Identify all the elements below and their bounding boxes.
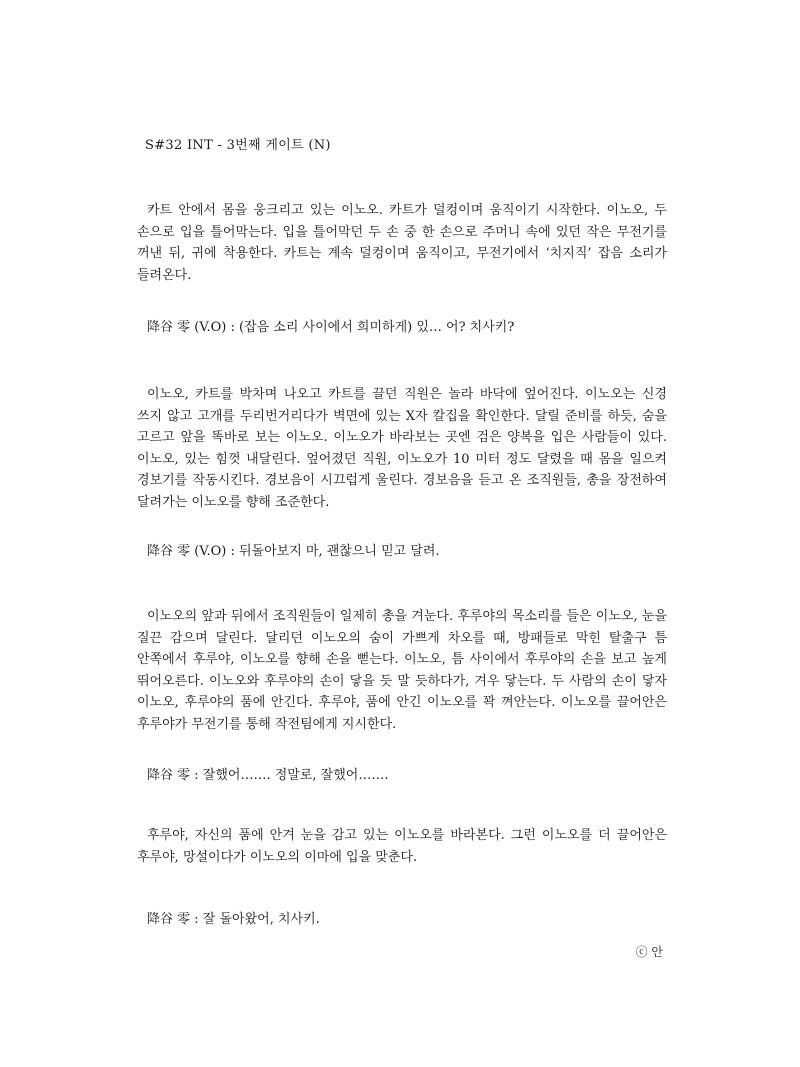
dialogue-line: 降谷 零 (V.O) : (잡음 소리 사이에서 희미하게) 있… 어? 치사키? (147, 320, 515, 335)
copyright-mark: ⓒ 안 (635, 945, 663, 959)
action-paragraph: 이노오의 앞과 뒤에서 조직원들이 일제히 총을 겨눈다. 후루야의 목소리를 들은 이노오, 눈을 질끈 감으며 달린다. 달리던 이노오의 숨이 가쁘게 차오를 때, 방패들로 막힌 탈출구 틈 안쪽에서 후루야, 이노오를 향해 손을 뻗는다. 이노오, 틈 사이에서 후루야의 손을 보고 높게 뛰어오른다. 이노오와 후루야의 손이 닿을 듯 말 듯하다가, 겨우 닿는다. 두 사람의 손이 닿자 이노오, 후루야의 품에 안긴다. 후루야, 품에 안긴 이노오를 꽉 껴안는다. 이노오를 끌어안은 후루야가 무전기를 통해 작전팀에게 지시한다. (137, 609, 667, 732)
dialogue-line: 降谷 零 (V.O) : 뒤돌아보지 마, 괜찮으니 믿고 달려. (147, 544, 440, 559)
dialogue-line: 降谷 零 : 잘 돌아왔어, 치사키. (147, 912, 320, 927)
dialogue-line: 降谷 零 : 잘했어……. 정말로, 잘했어……. (147, 768, 389, 783)
action-paragraph: 카트 안에서 몸을 웅크리고 있는 이노오. 카트가 덜컹이며 움직이기 시작한다. 이노오, 두 손으로 입을 틀어막는다. 입을 틀어막던 두 손 중 한 손으로 주머니 속에 있던 작은 무전기를 꺼낸 뒤, 귀에 착용한다. 카트는 계속 덜컹이며 움직이고, 무전기에서 ‘치지직’ 잡음 소리가 들려온다. (137, 203, 667, 283)
scene-heading: S#32 INT - 3번째 게이트 (N) (145, 138, 331, 153)
action-paragraph: 후루야, 자신의 품에 안겨 눈을 감고 있는 이노오를 바라본다. 그런 이노오를 더 끌어안은 후루야, 망설이다가 이노오의 이마에 입을 맞춘다. (137, 828, 667, 865)
action-paragraph: 이노오, 카트를 박차며 나오고 카트를 끌던 직원은 놀라 바닥에 엎어진다. 이노오는 신경 쓰지 않고 고개를 두리번거리다가 벽면에 있는 X자 칼집을 확인한다. 달릴 준비를 하듯, 숨을 고르고 앞을 똑바로 보는 이노오. 이노오가 바라보는 곳엔 검은 양복을 입은 사람들이 있다. 이노오, 있는 힘껏 내달린다. 엎어졌던 직원, 이노오가 10 미터 정도 달렸을 때 몸을 일으켜 경보기를 작동시킨다. 경보음이 시끄럽게 울린다. 경보음을 듣고 온 조직원들, 총을 장전하여 달려가는 이노오를 향해 조준한다. (137, 387, 667, 510)
